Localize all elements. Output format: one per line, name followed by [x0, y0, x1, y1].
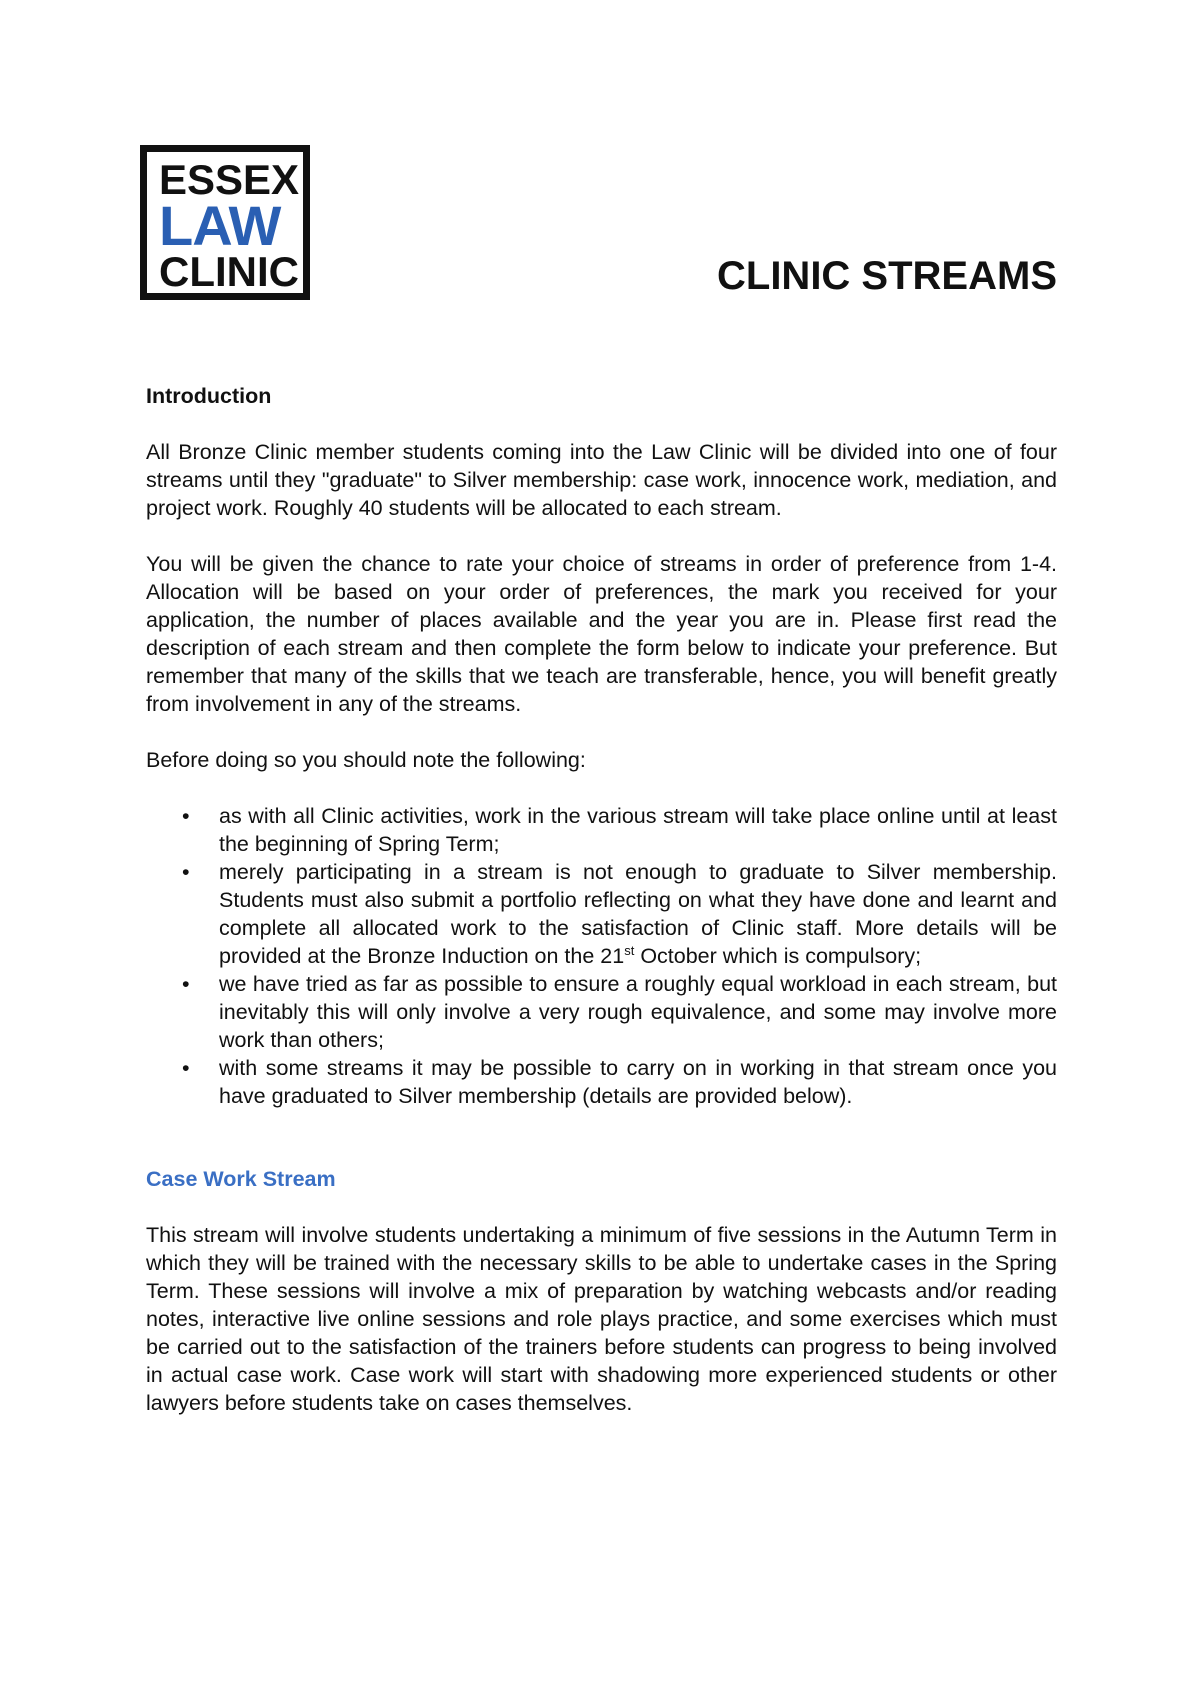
introduction-heading: Introduction [146, 384, 272, 408]
list-item [182, 970, 1057, 1054]
list-item-text: as with all Clinic activities, work in the various stream will take place online until at least the beginning of Spring Term; [219, 804, 1057, 856]
introduction-paragraph-2: You will be given the chance to rate your choice of streams in order of preference from 1-4. Allocation will be based on your order of preferences, the mark you received for your application, the number of places available and the year you are in. Please first read the description of each stream and then complete the form below to indicate your preference. But remember that many of the skills that we teach are transferable, hence, you will benefit greatly from involvement in any of the streams. [146, 552, 1057, 716]
ordinal-suffix: st [624, 943, 635, 958]
introduction-paragraph-3: Before doing so you should note the following: [146, 748, 586, 772]
list-item-text: with some streams it may be possible to carry on in working in that stream once you have graduated to Silver membership (details are provided below). [219, 1056, 1057, 1108]
bullet-icon: • [182, 1056, 190, 1080]
list-item-text: we have tried as far as possible to ensure a roughly equal workload in each stream, but inevitably this will only involve a very rough equivalence, and some may involve more work than others; [219, 972, 1057, 1052]
logo-line-essex: ESSEX [159, 156, 300, 203]
list-item-text: merely participating in a stream is not enough to graduate to Silver membership. Students must also submit a portfolio reflecting on what they have done and learnt and complete all allocated work to the satisfaction of Clinic staff. More details will be provided at the Bronze Induction on the 21 [219, 860, 1057, 968]
case-work-stream-heading: Case Work Stream [146, 1167, 336, 1191]
bullet-icon: • [182, 860, 190, 884]
list-item [182, 802, 1057, 858]
introduction-paragraph-1: All Bronze Clinic member students coming into the Law Clinic will be divided into one of four streams until they "graduate" to Silver membership: case work, innocence work, mediation, and project work. Roughly 40 students will be allocated to each stream. [146, 440, 1057, 520]
bullet-icon: • [182, 804, 190, 828]
list-item-text-continued: October which is compulsory; [634, 944, 922, 968]
logo-line-clinic: CLINIC [159, 248, 299, 295]
bullet-icon: • [182, 972, 190, 996]
page-title: CLINIC STREAMS [717, 254, 1057, 298]
case-work-paragraph: This stream will involve students undertaking a minimum of five sessions in the Autumn Term in which they will be trained with the necessary skills to be able to undertake cases in the Spring Term. These sessions will involve a mix of preparation by watching webcasts and/or reading notes, interactive live online sessions and role plays practice, and some exercises which must be carried out to the satisfaction of the trainers before students can progress to being involved in actual case work. Case work will start with shadowing more experienced students or other lawyers before students take on cases themselves. [146, 1223, 1057, 1415]
notes-list [146, 802, 1057, 1110]
logo-line-law: LAW [159, 194, 281, 257]
list-item [182, 1054, 1057, 1110]
essex-law-clinic-logo [140, 145, 310, 300]
list-item [182, 858, 1057, 970]
document-body [146, 382, 1057, 1445]
